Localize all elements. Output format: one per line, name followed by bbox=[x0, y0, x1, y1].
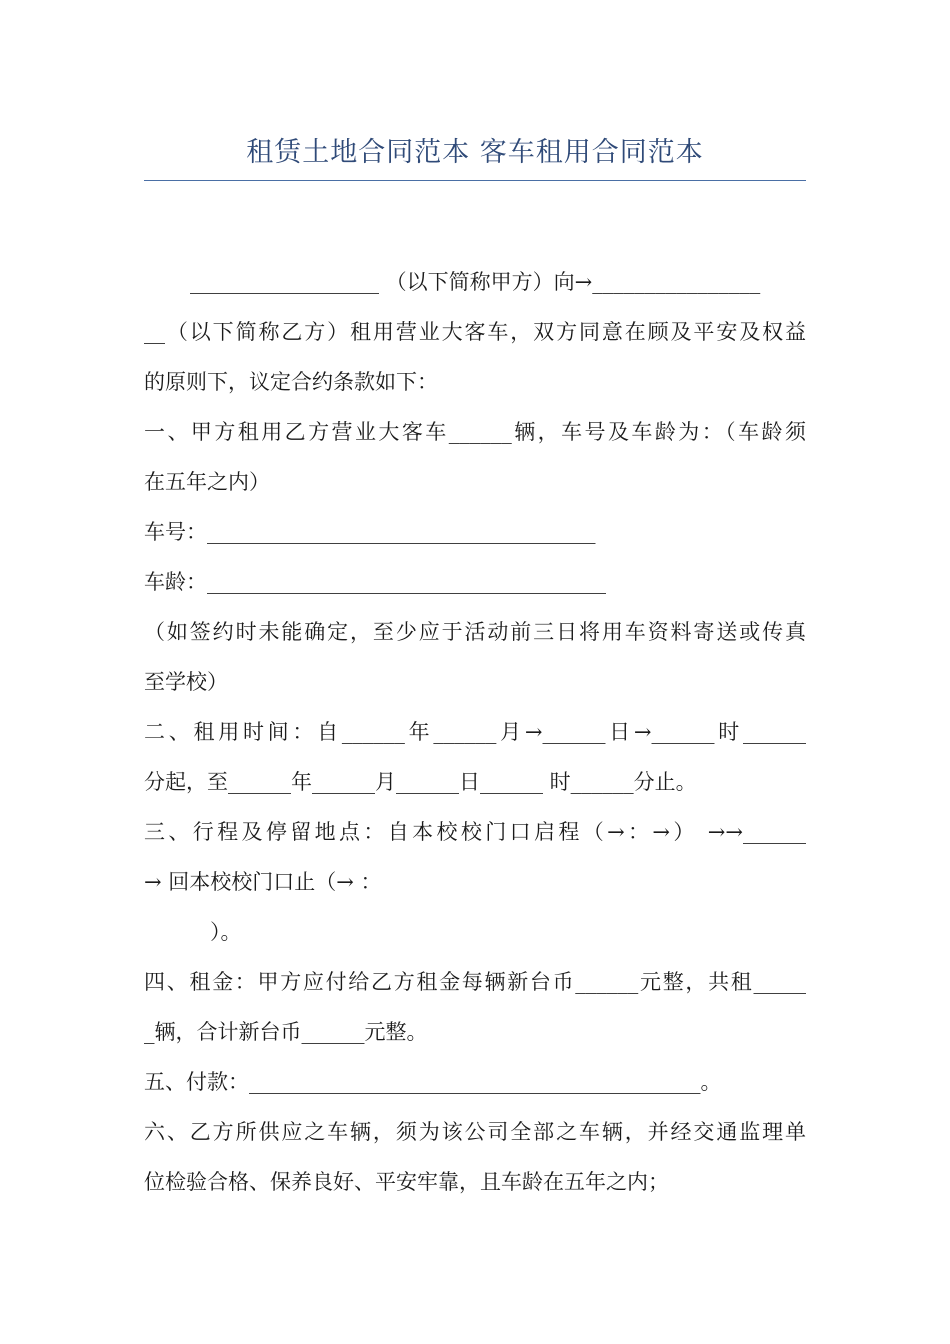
title-underline bbox=[144, 180, 806, 181]
contract-line-10: 二、租用时间：自______年______月→______日→______时______ bbox=[144, 720, 806, 744]
contract-line-18: 六、乙方所供应之车辆，须为该公司全部之车辆，并经交通监理单 bbox=[144, 1120, 806, 1144]
contract-line-14: ）。 bbox=[210, 920, 242, 944]
contract-line-1: __________________ （以下简称甲方）向→________________ bbox=[190, 270, 761, 294]
contract-line-9: 至学校） bbox=[144, 670, 228, 694]
contract-line-5: 在五年之内） bbox=[144, 470, 270, 494]
contract-line-15: 四、租金：甲方应付给乙方租金每辆新台币______元整，共租_____ bbox=[144, 970, 806, 994]
contract-line-19: 位检验合格、保养良好、平安牢靠，且车龄在五年之内； bbox=[144, 1170, 669, 1194]
contract-line-6: 车号：_____________________________________ bbox=[144, 520, 596, 544]
contract-line-3: 的原则下，议定合约条款如下： bbox=[144, 370, 438, 394]
contract-line-16: _辆，合计新台币______元整。 bbox=[144, 1020, 428, 1044]
contract-line-11: 分起，至______年______月______日______ 时______分止。 bbox=[144, 770, 697, 794]
contract-line-12: 三、行程及停留地点：自本校校门口启程（→：→） →→______ bbox=[144, 820, 806, 844]
contract-line-17: 五、付款：___________________________________________。 bbox=[144, 1070, 722, 1094]
contract-line-7: 车龄：______________________________________ bbox=[144, 570, 606, 594]
contract-line-8: （如签约时未能确定，至少应于活动前三日将用车资料寄送或传真 bbox=[144, 620, 806, 644]
document-title: 租赁土地合同范本 客车租用合同范本 bbox=[246, 137, 704, 168]
contract-line-2: __（以下简称乙方）租用营业大客车，双方同意在顾及平安及权益 bbox=[144, 320, 806, 344]
contract-line-4: 一、甲方租用乙方营业大客车______辆，车号及车龄为：（车龄须 bbox=[144, 420, 806, 444]
contract-line-13: → 回本校校门口止（→ ： bbox=[144, 870, 382, 894]
